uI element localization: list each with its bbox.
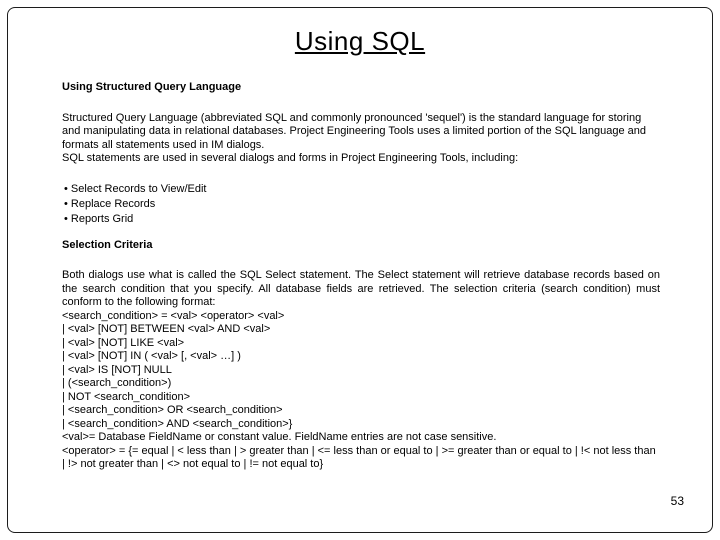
sql-format-line: | NOT <search_condition> — [62, 390, 191, 403]
section-heading-using-sql: Using Structured Query Language — [62, 81, 242, 93]
page-number: 53 — [670, 494, 684, 508]
sql-format-line: | <val> IS [NOT] NULL — [62, 363, 172, 376]
paragraph-sql-intro — [62, 112, 660, 166]
section-heading-selection-criteria: Selection Criteria — [62, 238, 153, 251]
bullet-item: • Reports Grid — [64, 212, 660, 227]
sql-format-block — [62, 310, 660, 472]
slide-body — [8, 57, 712, 472]
sql-format-line: | <val> [NOT] BETWEEN <val> AND <val> — [62, 323, 271, 335]
sql-format-line: <operator> = {= equal | < less than | > greater than | <= less than or equal to | >= greater than or equal to | !< not less than | !> not greater than | <> not equal to | != not equal to} — [62, 444, 656, 470]
sql-format-line: | <val> [NOT] LIKE <val> — [62, 336, 185, 349]
paragraph-line: SQL statements are used in several dialogs and forms in Project Engineering Tools, including: — [62, 152, 519, 164]
spacer — [62, 227, 660, 239]
slide — [7, 7, 713, 533]
sql-format-line: <val>= Database FieldName or constant value. FieldName entries are not case sensitive. — [62, 431, 497, 443]
paragraph-line: Structured Query Language (abbreviated SQL and commonly pronounced 'sequel') is the standard language for storing and manipulating data in relational databases. Project Engineering Tools uses a limited portion of the SQL language and formats all statements used in IM dialogs. — [62, 111, 646, 151]
bullet-item: • Select Records to View/Edit — [64, 182, 660, 197]
bullet-item: • Replace Records — [64, 197, 660, 212]
slide-title: Using SQL — [294, 26, 426, 56]
sql-format-line: <search_condition> = <val> <operator> <val> — [62, 309, 285, 322]
sql-format-line: | <val> [NOT] IN ( <val> [, <val> …] ) — [62, 350, 241, 362]
sql-format-line: | (<search_condition>) — [62, 377, 172, 389]
bullet-list-dialogs — [62, 182, 660, 227]
sql-format-line: | <search_condition> OR <search_condition> — [62, 404, 283, 416]
paragraph-selection-intro: Both dialogs use what is called the SQL Select statement. The Select statement will retrieve database records based on the search condition that you specify. All database fields are retrieved. The selection criteria (search condition) must conform to the following format: — [62, 269, 660, 308]
sql-format-line: | <search_condition> AND <search_condition>} — [62, 417, 293, 430]
